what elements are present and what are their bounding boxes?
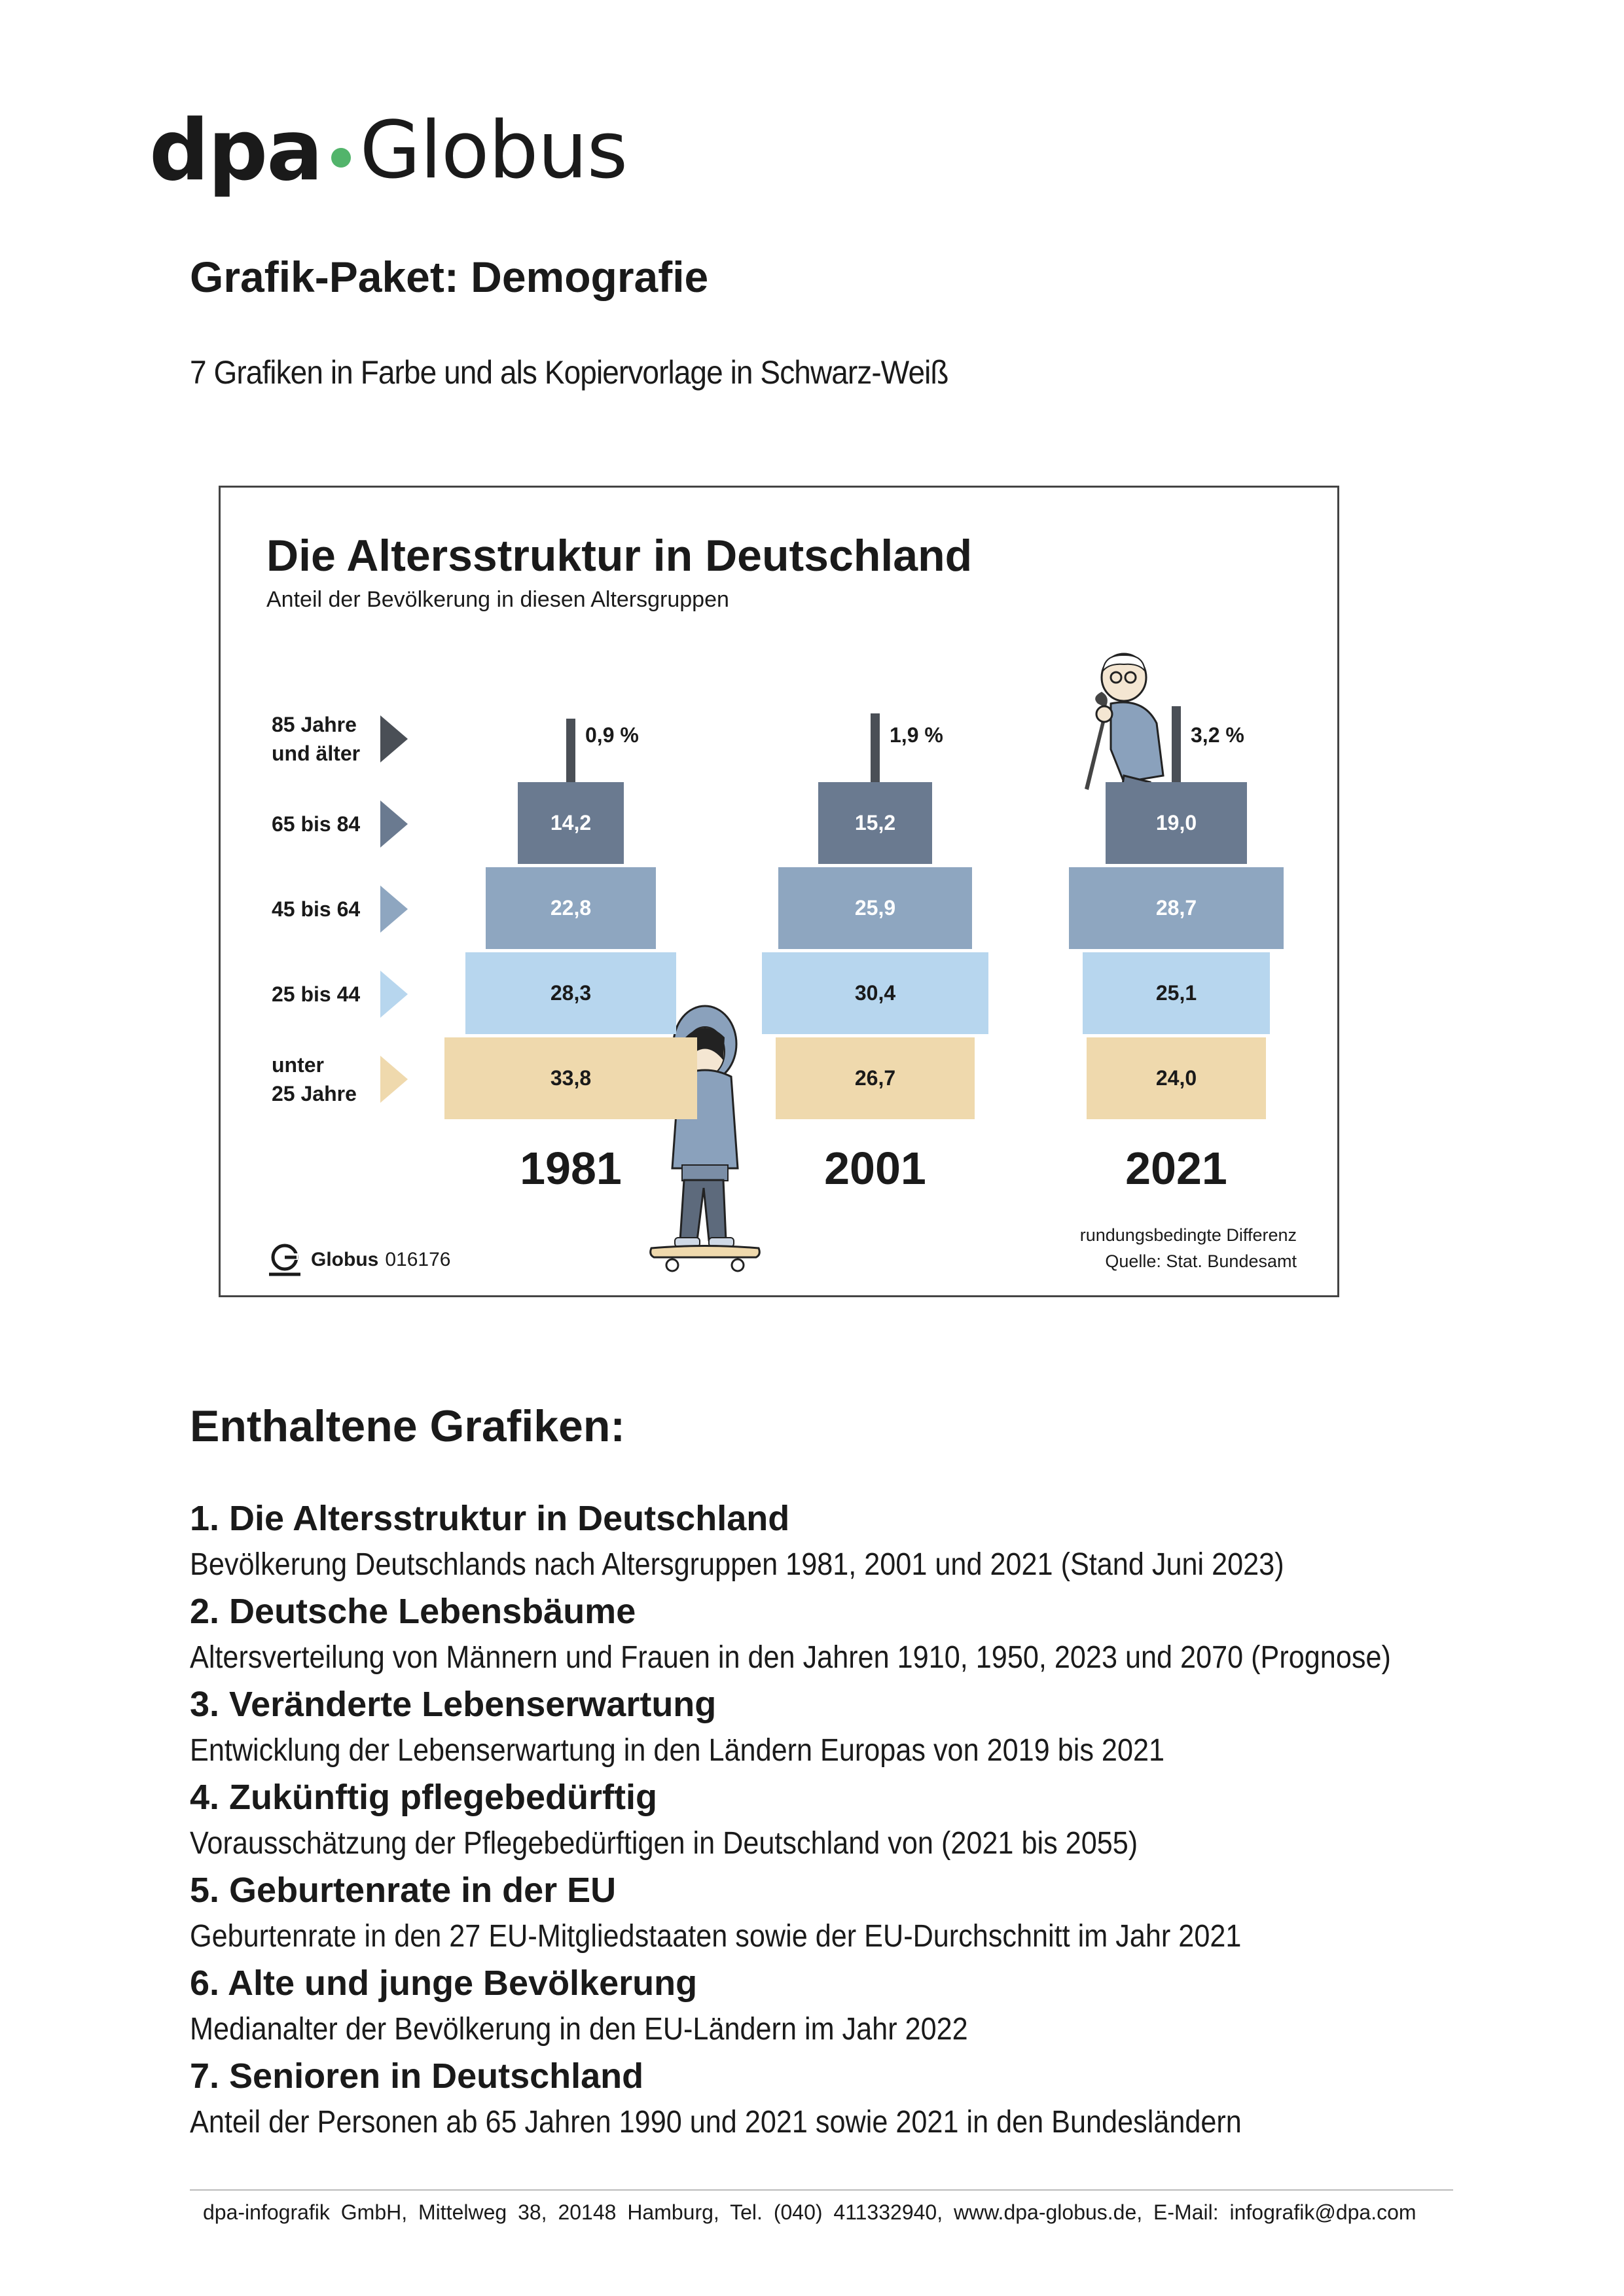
bar-segment: 33,8 xyxy=(444,1037,696,1119)
age-group-label: 85 Jahre und älter xyxy=(272,713,361,765)
graphics-list xyxy=(190,1496,1434,2146)
bar-segment: 19,0 xyxy=(1106,782,1248,864)
list-item-title: 7. Senioren in Deutschland xyxy=(190,2056,644,2096)
list-item-title: 1. Die Altersstruktur in Deutschland xyxy=(190,1499,790,1538)
bar-segment: 15,2 xyxy=(818,782,931,864)
bar-segment: 25,1 xyxy=(1083,952,1270,1034)
list-item-description: Medianalter der Bevölkerung in den EU-Ländern im Jahr 2022 xyxy=(190,2012,968,2047)
logo-globus: Globus xyxy=(359,105,628,196)
list-item-description: Altersverteilung von Männern und Frauen in den Jahren 1910, 1950, 2023 und 2070 (Prognose) xyxy=(190,1640,1391,1675)
data-label-85plus: 3,2 % xyxy=(1191,723,1244,747)
age-group-label: 65 bis 84 xyxy=(272,812,361,836)
list-item-title: 2. Deutsche Lebensbäume xyxy=(190,1592,636,1631)
list-item-title: 6. Alte und junge Bevölkerung xyxy=(190,1964,698,2003)
age-group-arrow xyxy=(380,715,408,762)
globus-icon xyxy=(266,1240,306,1280)
year-label: 2021 xyxy=(1125,1143,1227,1194)
list-item-title: 5. Geburtenrate in der EU xyxy=(190,1871,617,1910)
data-label-85plus: 1,9 % xyxy=(890,723,943,747)
bar-85plus xyxy=(871,713,880,782)
list-item-title: 4. Zukünftig pflegebedürftig xyxy=(190,1778,657,1817)
chart-notes xyxy=(1080,1222,1297,1274)
age-structure-chart xyxy=(219,486,1339,1297)
bar-segment: 28,3 xyxy=(465,952,677,1034)
list-heading: Enthaltene Grafiken: xyxy=(190,1401,626,1451)
list-item-title: 3. Veränderte Lebenserwartung xyxy=(190,1685,717,1724)
bar-segment: 25,9 xyxy=(778,867,971,949)
bar-segment: 30,4 xyxy=(762,952,989,1034)
rounding-note: rundungsbedingte Differenz xyxy=(1079,1225,1297,1245)
list-item-description: Vorausschätzung der Pflegebedürftigen in Deutschland von (2021 bis 2055) xyxy=(190,1826,1138,1861)
age-group-label: 25 bis 44 xyxy=(272,982,361,1006)
bar-85plus xyxy=(1172,706,1181,782)
footer-divider xyxy=(190,2189,1453,2191)
age-group-label: 45 bis 64 xyxy=(272,897,361,921)
bar-segment: 14,2 xyxy=(518,782,624,864)
bar-segment: 28,7 xyxy=(1069,867,1283,949)
bar-segment: 26,7 xyxy=(776,1037,975,1119)
age-group-arrow xyxy=(380,886,408,933)
age-group-arrow xyxy=(380,1056,408,1103)
age-group-label: unter 25 Jahre xyxy=(272,1053,357,1105)
bar-85plus xyxy=(566,719,575,782)
list-item-description: Entwicklung der Lebenserwartung in den Ländern Europas von 2019 bis 2021 xyxy=(190,1733,1165,1768)
data-label-85plus: 0,9 % xyxy=(585,723,639,747)
chart-title: Die Altersstruktur in Deutschland xyxy=(266,531,973,581)
age-group-arrow xyxy=(380,800,408,848)
year-label: 2001 xyxy=(824,1143,926,1194)
age-group-arrow xyxy=(380,971,408,1018)
footer-address: dpa-infografik GmbH, Mittelweg 38, 20148 Hamburg, Tel. (040) 411332940, www.dpa-globus.de, E-Mail: infografik@dpa.com xyxy=(203,2200,1416,2224)
bar-segment: 24,0 xyxy=(1087,1037,1266,1119)
logo-dpa: dpa xyxy=(149,101,322,200)
globus-label: Globus xyxy=(311,1249,379,1270)
source-note: Quelle: Stat. Bundesamt xyxy=(1105,1251,1297,1271)
globus-source xyxy=(266,1240,450,1280)
list-item-description: Anteil der Personen ab 65 Jahren 1990 und 2021 sowie 2021 in den Bundesländern xyxy=(190,2105,1242,2140)
page-subtitle: 7 Grafiken in Farbe und als Kopiervorlage in Schwarz-Weiß xyxy=(190,354,948,391)
logo-dot xyxy=(331,148,351,168)
list-item-description: Geburtenrate in den 27 EU-Mitgliedstaaten sowie der EU-Durchschnitt im Jahr 2021 xyxy=(190,1919,1242,1954)
list-item-description: Bevölkerung Deutschlands nach Altersgruppen 1981, 2001 und 2021 (Stand Juni 2023) xyxy=(190,1547,1284,1582)
year-label: 1981 xyxy=(520,1143,622,1194)
globus-id: 016176 xyxy=(385,1249,451,1270)
dpa-globus-logo xyxy=(149,98,627,203)
bar-segment: 22,8 xyxy=(486,867,656,949)
page-title: Grafik-Paket: Demografie xyxy=(190,253,709,301)
chart-subtitle: Anteil der Bevölkerung in diesen Altersgruppen xyxy=(266,587,729,612)
